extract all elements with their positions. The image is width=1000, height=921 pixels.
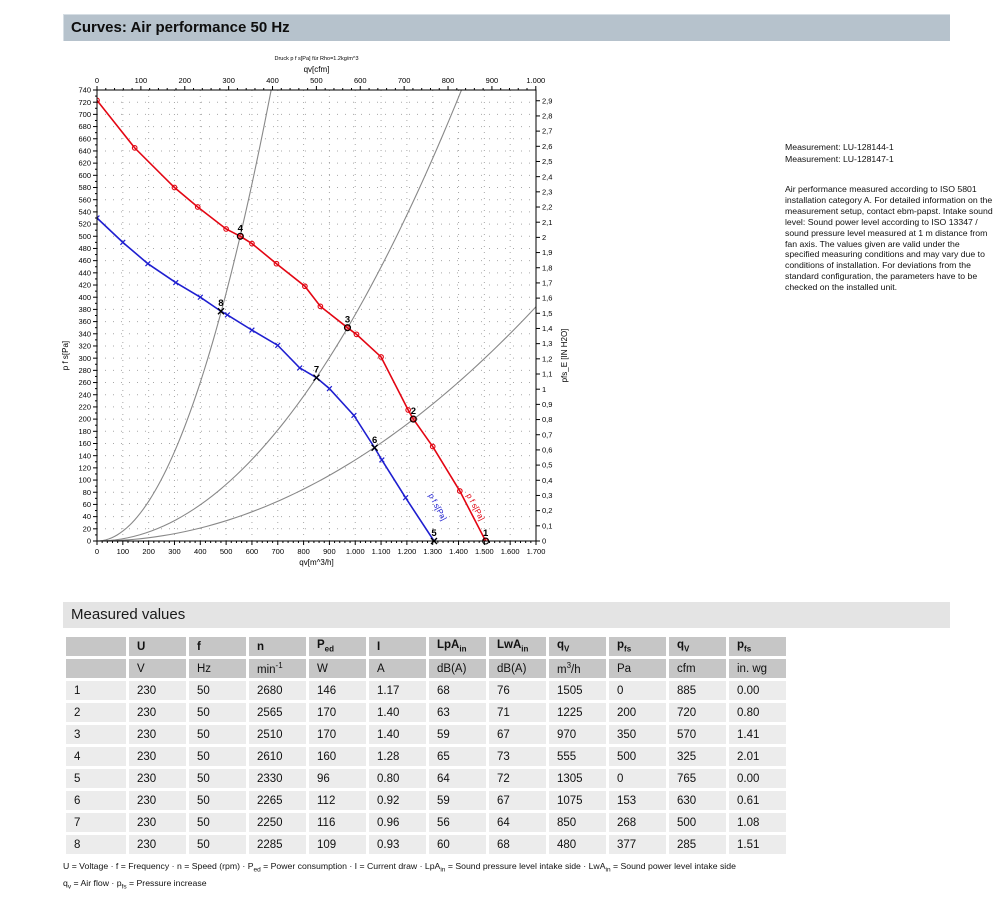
table-header-cell: $q_V$ xyxy=(549,637,606,656)
svg-text:40: 40 xyxy=(82,512,91,522)
svg-text:1.000: 1.000 xyxy=(526,76,546,85)
table-header-cell: $p_{fs}$ xyxy=(609,637,666,656)
table-cell: 230 xyxy=(129,813,186,832)
table-cell: 50 xyxy=(189,747,246,766)
table-cell: 1.08 xyxy=(729,813,786,832)
svg-text:0,1: 0,1 xyxy=(542,521,553,531)
table-header-cell: cfm xyxy=(669,659,726,678)
svg-text:720: 720 xyxy=(78,97,91,107)
svg-text:p f s[Pa]: p f s[Pa] xyxy=(426,492,449,523)
svg-text:100: 100 xyxy=(116,547,130,556)
svg-text:1.300: 1.300 xyxy=(423,547,443,556)
table-header-cell: Pa xyxy=(609,659,666,678)
table-cell: 109 xyxy=(309,835,366,854)
table-cell: 50 xyxy=(189,835,246,854)
table-cell: 230 xyxy=(129,747,186,766)
svg-text:300: 300 xyxy=(78,353,91,363)
svg-text:200: 200 xyxy=(78,414,91,424)
table-cell: 59 xyxy=(429,791,486,810)
svg-text:180: 180 xyxy=(78,426,91,436)
measurement-ref-2: Measurement: LU-128147-1 xyxy=(785,153,894,164)
footnote-line-2: $q_v$ = Air flow · $p_{fs}$ = Pressure increase xyxy=(63,878,207,891)
svg-text:360: 360 xyxy=(78,317,91,327)
table-cell: 2610 xyxy=(249,747,306,766)
svg-text:400: 400 xyxy=(266,76,279,85)
fan-curve-blue xyxy=(95,216,437,544)
measured-values-title: Measured values xyxy=(71,606,186,623)
svg-text:0,8: 0,8 xyxy=(542,415,553,425)
table-cell: 50 xyxy=(189,791,246,810)
svg-text:1: 1 xyxy=(542,384,547,394)
svg-text:p f s[Pa]: p f s[Pa] xyxy=(464,492,487,523)
measurement-ref-1: Measurement: LU-128144-1 xyxy=(785,142,894,152)
svg-text:0,9: 0,9 xyxy=(542,399,553,409)
table-cell: 68 xyxy=(489,835,546,854)
table-cell: 1.17 xyxy=(369,681,426,700)
table-cell: 500 xyxy=(669,813,726,832)
svg-text:400: 400 xyxy=(194,547,207,556)
table-cell: 1.28 xyxy=(369,747,426,766)
table-cell: 8 xyxy=(66,835,126,854)
svg-text:2,9: 2,9 xyxy=(542,96,553,106)
table-header-cell: f xyxy=(189,637,246,656)
table-cell: 2565 xyxy=(249,703,306,722)
svg-text:100: 100 xyxy=(78,475,91,485)
svg-text:1.000: 1.000 xyxy=(345,547,365,556)
svg-text:220: 220 xyxy=(78,402,91,412)
svg-text:900: 900 xyxy=(323,547,336,556)
table-header-cell: LwA$_{in}$ xyxy=(489,637,546,656)
svg-text:480: 480 xyxy=(78,244,91,254)
svg-text:p f s[Pa]: p f s[Pa] xyxy=(61,340,70,371)
table-cell: 170 xyxy=(309,725,366,744)
svg-text:1,1: 1,1 xyxy=(542,369,553,379)
table-cell: 64 xyxy=(429,769,486,788)
table-row xyxy=(66,725,786,744)
svg-text:540: 540 xyxy=(78,207,91,217)
table-cell: 1075 xyxy=(549,791,606,810)
page-title-bar xyxy=(63,14,950,41)
table-cell: 230 xyxy=(129,835,186,854)
table-cell: 60 xyxy=(429,835,486,854)
table-row xyxy=(66,703,786,722)
svg-text:1,2: 1,2 xyxy=(542,354,553,364)
table-cell: 2285 xyxy=(249,835,306,854)
svg-text:280: 280 xyxy=(78,365,91,375)
svg-text:300: 300 xyxy=(168,547,181,556)
svg-text:660: 660 xyxy=(78,134,91,144)
table-cell: 0 xyxy=(609,769,666,788)
table-cell: 1.51 xyxy=(729,835,786,854)
svg-text:680: 680 xyxy=(78,122,91,132)
table-cell: 1.40 xyxy=(369,703,426,722)
table-cell: 65 xyxy=(429,747,486,766)
table-cell: 2.01 xyxy=(729,747,786,766)
table-cell: 73 xyxy=(489,747,546,766)
table-cell: 0 xyxy=(609,681,666,700)
svg-text:qv[m^3/h]: qv[m^3/h] xyxy=(299,558,334,567)
table-cell: 50 xyxy=(189,681,246,700)
table-header-cell: I xyxy=(369,637,426,656)
svg-text:5: 5 xyxy=(431,528,437,539)
svg-text:1,9: 1,9 xyxy=(542,248,553,258)
chart-grid xyxy=(97,90,536,541)
table-cell: 230 xyxy=(129,681,186,700)
table-cell: 63 xyxy=(429,703,486,722)
table-cell: 200 xyxy=(609,703,666,722)
table-cell: 230 xyxy=(129,769,186,788)
svg-text:1: 1 xyxy=(482,528,489,539)
svg-text:120: 120 xyxy=(78,463,91,473)
table-units-row xyxy=(66,659,786,678)
operating-points xyxy=(218,223,489,544)
svg-text:2,3: 2,3 xyxy=(542,187,553,197)
table-cell: 50 xyxy=(189,813,246,832)
table-cell: 850 xyxy=(549,813,606,832)
table-cell: 0.93 xyxy=(369,835,426,854)
table-row xyxy=(66,791,786,810)
svg-text:100: 100 xyxy=(134,76,148,85)
svg-text:620: 620 xyxy=(78,158,91,168)
svg-text:0: 0 xyxy=(94,547,100,556)
svg-text:0,4: 0,4 xyxy=(542,475,553,485)
table-cell: 570 xyxy=(669,725,726,744)
table-cell: 2510 xyxy=(249,725,306,744)
svg-text:8: 8 xyxy=(218,298,224,310)
table-cell: 96 xyxy=(309,769,366,788)
table-cell: 0.96 xyxy=(369,813,426,832)
table-cell: 71 xyxy=(489,703,546,722)
table-cell: 350 xyxy=(609,725,666,744)
svg-text:0: 0 xyxy=(94,76,100,85)
table-cell: 0.80 xyxy=(369,769,426,788)
table-cell: 59 xyxy=(429,725,486,744)
table-cell: 630 xyxy=(669,791,726,810)
table-cell: 116 xyxy=(309,813,366,832)
table-cell: 1 xyxy=(66,681,126,700)
svg-text:500: 500 xyxy=(78,231,91,241)
svg-text:2,1: 2,1 xyxy=(542,217,553,227)
svg-text:1,4: 1,4 xyxy=(542,324,553,334)
table-cell: 112 xyxy=(309,791,366,810)
svg-text:300: 300 xyxy=(222,76,235,85)
svg-text:520: 520 xyxy=(78,219,91,229)
svg-text:320: 320 xyxy=(78,341,91,351)
table-cell: 67 xyxy=(489,791,546,810)
table-cell: 1305 xyxy=(549,769,606,788)
table-cell: 146 xyxy=(309,681,366,700)
table-cell: 6 xyxy=(66,791,126,810)
svg-text:pfs_E [IN H2O]: pfs_E [IN H2O] xyxy=(560,328,569,383)
air-performance-chart xyxy=(35,46,615,581)
table-cell: 0.61 xyxy=(729,791,786,810)
table-cell: 1.41 xyxy=(729,725,786,744)
measured-values-bar xyxy=(63,602,950,628)
svg-text:2,5: 2,5 xyxy=(542,157,553,167)
table-cell: 2265 xyxy=(249,791,306,810)
table-header-cell: in. wg xyxy=(729,659,786,678)
table-cell: 500 xyxy=(609,747,666,766)
table-header-cell: Hz xyxy=(189,659,246,678)
table-cell: 56 xyxy=(429,813,486,832)
svg-text:700: 700 xyxy=(78,109,91,119)
svg-text:2,6: 2,6 xyxy=(542,141,553,151)
table-cell: 2680 xyxy=(249,681,306,700)
svg-text:80: 80 xyxy=(82,487,91,497)
table-header-cell: $m^3/h$ xyxy=(549,659,606,678)
svg-text:600: 600 xyxy=(78,170,91,180)
table-cell: 285 xyxy=(669,835,726,854)
svg-text:4: 4 xyxy=(237,223,243,235)
svg-text:580: 580 xyxy=(78,183,91,193)
svg-text:60: 60 xyxy=(82,500,91,510)
table-cell: 76 xyxy=(489,681,546,700)
svg-text:500: 500 xyxy=(310,76,323,85)
svg-text:160: 160 xyxy=(78,439,91,449)
table-cell: 377 xyxy=(609,835,666,854)
measured-values-table xyxy=(63,634,789,857)
svg-text:200: 200 xyxy=(178,76,192,85)
table-cell: 765 xyxy=(669,769,726,788)
system-curves xyxy=(97,90,536,541)
svg-text:1.100: 1.100 xyxy=(371,547,391,556)
table-cell: 325 xyxy=(669,747,726,766)
table-header-cell: $p_{fs}$ xyxy=(729,637,786,656)
svg-text:1.700: 1.700 xyxy=(526,547,546,556)
svg-text:800: 800 xyxy=(297,547,310,556)
fan-curve-red xyxy=(95,98,488,543)
svg-text:0: 0 xyxy=(542,536,547,546)
table-cell: 1505 xyxy=(549,681,606,700)
table-cell: 230 xyxy=(129,703,186,722)
table-header-cell: n xyxy=(249,637,306,656)
svg-text:1.600: 1.600 xyxy=(500,547,520,556)
table-cell: 0.00 xyxy=(729,769,786,788)
svg-text:420: 420 xyxy=(78,280,91,290)
table-cell: 720 xyxy=(669,703,726,722)
svg-text:6: 6 xyxy=(371,434,378,446)
svg-text:640: 640 xyxy=(78,146,91,156)
svg-text:0,2: 0,2 xyxy=(542,506,553,516)
table-row xyxy=(66,681,786,700)
table-header-cell: U xyxy=(129,637,186,656)
table-row xyxy=(66,747,786,766)
table-cell: 67 xyxy=(489,725,546,744)
svg-text:240: 240 xyxy=(78,390,91,400)
svg-text:600: 600 xyxy=(245,547,259,556)
table-header-cell: dB(A) xyxy=(429,659,486,678)
table-header-cell: $\min^{-1}$ xyxy=(249,659,306,678)
table-row xyxy=(66,835,786,854)
table-cell: 885 xyxy=(669,681,726,700)
svg-text:20: 20 xyxy=(82,524,91,534)
table-cell: 230 xyxy=(129,791,186,810)
curve-labels xyxy=(427,492,487,522)
svg-text:740: 740 xyxy=(78,85,91,95)
svg-text:800: 800 xyxy=(441,76,455,85)
svg-text:1,7: 1,7 xyxy=(542,278,553,288)
table-cell: 3 xyxy=(66,725,126,744)
svg-text:3: 3 xyxy=(344,314,351,326)
svg-text:700: 700 xyxy=(397,76,411,85)
svg-text:1.400: 1.400 xyxy=(449,547,468,556)
table-cell: 170 xyxy=(309,703,366,722)
svg-text:700: 700 xyxy=(271,547,285,556)
table-cell: 68 xyxy=(429,681,486,700)
svg-text:2: 2 xyxy=(542,232,547,242)
table-cell: 0.92 xyxy=(369,791,426,810)
footnote-line-1: U = Voltage · f = Frequency · n = Speed $(rpm) \cdot P_{ed}$ = Power consumption · I = Current draw · LpA$_{in}$ = Sound pressure level intake side · LwA$_{in}$ = Sound power level intake side xyxy=(63,861,736,874)
table-cell: 50 xyxy=(189,769,246,788)
svg-text:260: 260 xyxy=(78,378,91,388)
svg-text:2,8: 2,8 xyxy=(542,111,553,121)
table-header-cell xyxy=(66,659,126,678)
svg-text:1,5: 1,5 xyxy=(542,308,553,318)
svg-text:1,6: 1,6 xyxy=(542,293,553,303)
table-cell: 268 xyxy=(609,813,666,832)
svg-text:1.500: 1.500 xyxy=(474,547,494,556)
svg-text:380: 380 xyxy=(78,305,91,315)
svg-text:2: 2 xyxy=(410,406,416,418)
table-header-cell: dB(A) xyxy=(489,659,546,678)
svg-text:0: 0 xyxy=(86,536,91,546)
table-cell: 50 xyxy=(189,725,246,744)
table-cell: 160 xyxy=(309,747,366,766)
svg-text:1,8: 1,8 xyxy=(542,263,553,273)
svg-text:500: 500 xyxy=(219,547,233,556)
table-cell: 1.40 xyxy=(369,725,426,744)
table-header-cell: W xyxy=(309,659,366,678)
table-row xyxy=(66,769,786,788)
svg-text:1.200: 1.200 xyxy=(397,547,417,556)
page-title: Curves: Air performance 50 Hz xyxy=(71,19,290,36)
svg-text:560: 560 xyxy=(78,195,91,205)
table-cell: 555 xyxy=(549,747,606,766)
table-cell: 64 xyxy=(489,813,546,832)
air-performance-chart-svg xyxy=(35,46,615,581)
table-cell: 0.00 xyxy=(729,681,786,700)
table-cell: 2250 xyxy=(249,813,306,832)
svg-text:1,3: 1,3 xyxy=(542,339,553,349)
svg-text:900: 900 xyxy=(485,76,499,85)
svg-text:140: 140 xyxy=(78,451,91,461)
svg-text:0,5: 0,5 xyxy=(542,460,553,470)
measurement-notes xyxy=(785,142,995,293)
svg-text:440: 440 xyxy=(78,268,91,278)
svg-text:qv[cfm]: qv[cfm] xyxy=(303,65,330,74)
svg-text:2,7: 2,7 xyxy=(542,126,553,136)
table-header-row xyxy=(66,637,786,656)
svg-text:2,4: 2,4 xyxy=(542,172,553,182)
table-cell: 153 xyxy=(609,791,666,810)
table-cell: 970 xyxy=(549,725,606,744)
chart-axes xyxy=(61,56,569,567)
table-header-cell: $q_V$ xyxy=(669,637,726,656)
table-cell: 230 xyxy=(129,725,186,744)
table-cell: 5 xyxy=(66,769,126,788)
svg-text:Druck p f s[Pa] für Rho=1.2kg/: Druck p f s[Pa] für Rho=1.2kg/m^3 xyxy=(274,56,359,62)
svg-text:0,6: 0,6 xyxy=(542,445,553,455)
svg-text:340: 340 xyxy=(78,329,91,339)
table-cell: 7 xyxy=(66,813,126,832)
table-header-cell: V xyxy=(129,659,186,678)
table-header-cell: LpA$_{in}$ xyxy=(429,637,486,656)
table-cell: 50 xyxy=(189,703,246,722)
svg-text:0,3: 0,3 xyxy=(542,491,553,501)
svg-text:0,7: 0,7 xyxy=(542,430,553,440)
table-row xyxy=(66,813,786,832)
table-cell: 72 xyxy=(489,769,546,788)
table-header-cell: A xyxy=(369,659,426,678)
table-cell: 1225 xyxy=(549,703,606,722)
table-cell: 4 xyxy=(66,747,126,766)
table-cell: 2 xyxy=(66,703,126,722)
svg-text:600: 600 xyxy=(354,76,367,85)
table-cell: 480 xyxy=(549,835,606,854)
svg-text:460: 460 xyxy=(78,256,91,266)
svg-text:400: 400 xyxy=(78,292,91,302)
svg-text:7: 7 xyxy=(313,364,320,376)
table-header-cell xyxy=(66,637,126,656)
note-paragraph: Air performance measured according to ISO 5801 installation category A. For detailed information on the measurement setup, contact ebm-papst. Intake sound level: Sound power level according to ISO 13347 / sound pressure level measured at 1 m distance from fan axis. The values given are valid under the specified measuring conditions and may vary due to conditions of installation. For deviations from the standard configuration, the parameters have to be checked on the installed unit. xyxy=(785,184,993,293)
table-cell: 0.80 xyxy=(729,703,786,722)
svg-text:200: 200 xyxy=(142,547,155,556)
svg-text:2,2: 2,2 xyxy=(542,202,553,212)
table-header-cell: $P_{ed}$ xyxy=(309,637,366,656)
table-cell: 2330 xyxy=(249,769,306,788)
